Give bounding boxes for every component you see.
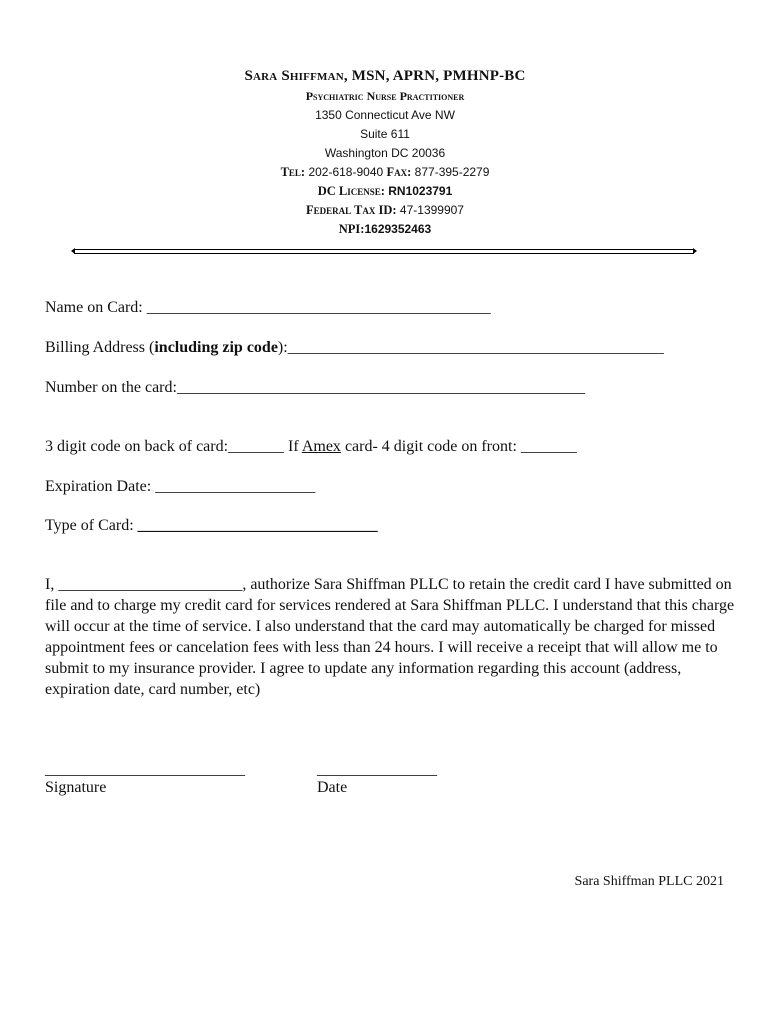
security-code-label: 3 digit code on back of card: xyxy=(45,438,229,455)
security-code-field[interactable] xyxy=(45,437,577,457)
fax-label: Fax: xyxy=(386,165,412,179)
authorization-paragraph: I, _______________________, authorize Sara Shiffman PLLC to retain the credit card I have submitted on file and to charge my credit card for services rendered at Sara Shiffman PLLC. I understand that this charge will occur at the time of service. I also understand that the card may automatically be charged for missed appointment fees or cancelation fees with less than 24 hours. I will receive a receipt that will allow me to submit to my insurance provider. I agree to update any information regarding this account (address, expiration date, card number, etc) xyxy=(45,576,735,698)
billing-address-field[interactable] xyxy=(45,338,664,358)
date-label: Date xyxy=(317,779,348,796)
tel-label: Tel: xyxy=(280,165,306,179)
address-line-2: Suite 611 xyxy=(360,127,410,141)
signature-label: Signature xyxy=(45,779,107,796)
license-label: DC License: xyxy=(317,184,385,198)
practitioner-title: Psychiatric Nurse Practitioner xyxy=(305,89,465,103)
signature-blank[interactable]: _________________________ xyxy=(45,761,245,778)
name-on-card-label: Name on Card: xyxy=(45,299,143,316)
phone-fax-line xyxy=(0,163,770,182)
footer-copyright: Sara Shiffman PLLC 2021 xyxy=(574,874,724,889)
address-line-1: 1350 Connecticut Ave NW xyxy=(315,108,455,122)
expiration-date-blank[interactable]: ____________________ xyxy=(155,478,316,495)
amex-label: card- 4 digit code on front: xyxy=(340,438,521,455)
card-type-blank[interactable]: ______________________________ xyxy=(137,517,378,534)
expiration-date-label: Expiration Date: xyxy=(45,478,152,495)
license-number: RN1023791 xyxy=(388,184,453,198)
billing-address-bold: including zip code xyxy=(154,339,278,356)
npi-line xyxy=(0,220,770,239)
billing-address-label: Billing Address ( xyxy=(45,339,155,356)
tax-id-label: Federal Tax ID: xyxy=(306,203,397,217)
tax-id-line xyxy=(0,201,770,220)
license-line xyxy=(0,182,770,201)
tel-number: 202-618-9040 xyxy=(308,165,384,179)
security-code-blank[interactable]: _______ xyxy=(228,438,285,455)
amex-prefix: If xyxy=(284,438,302,455)
billing-address-blank[interactable]: _______________________________________________ xyxy=(287,339,664,356)
npi-number: 1629352463 xyxy=(364,222,432,236)
date-blank[interactable]: _______________ xyxy=(317,761,437,778)
practitioner-name: Sara Shiffman, MSN, APRN, PMHNP-BC xyxy=(244,68,526,84)
expiration-date-field[interactable] xyxy=(45,477,315,497)
card-number-blank[interactable]: ___________________________________________________ xyxy=(176,379,585,396)
fax-number: 877-395-2279 xyxy=(414,165,490,179)
name-on-card-field[interactable] xyxy=(45,298,491,318)
npi-label: NPI: xyxy=(338,222,365,236)
tax-id-number: 47-1399907 xyxy=(399,203,464,217)
name-on-card-blank[interactable]: ___________________________________________ xyxy=(146,299,491,316)
card-type-label: Type of Card: xyxy=(45,517,134,534)
card-type-field[interactable] xyxy=(45,516,378,536)
letterhead xyxy=(0,66,770,239)
billing-address-label-end: ): xyxy=(277,339,288,356)
amex-word: Amex xyxy=(301,438,341,455)
header-divider xyxy=(74,249,694,254)
address-city: Washington DC 20036 xyxy=(324,146,446,160)
card-number-field[interactable] xyxy=(45,378,585,398)
card-number-label: Number on the card: xyxy=(45,379,177,396)
amex-code-blank[interactable]: _______ xyxy=(520,438,577,455)
